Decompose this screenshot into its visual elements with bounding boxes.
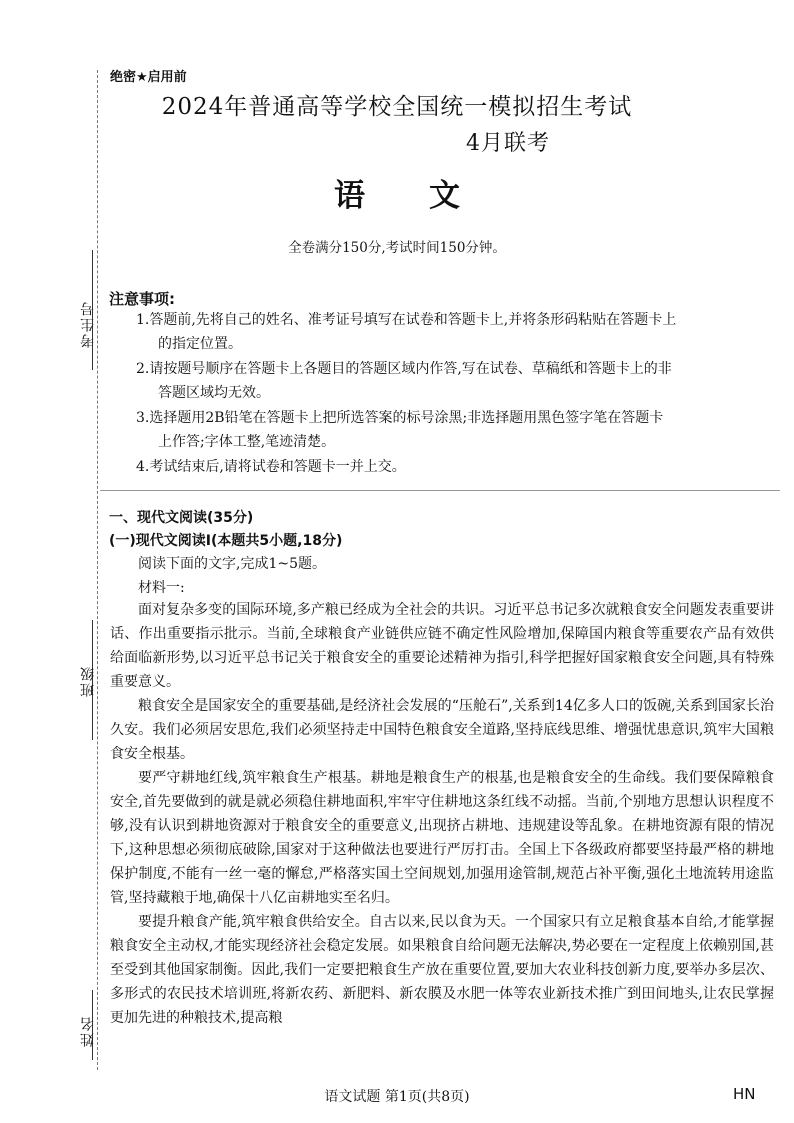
- material-label: 材料一:: [138, 580, 185, 596]
- subject-char: 文: [429, 178, 460, 214]
- notice-item-line: 的指定位置。: [158, 336, 242, 352]
- divider: [100, 490, 780, 491]
- binding-label-candidate-number: 考生号: [80, 300, 96, 348]
- notice-item: [136, 308, 768, 356]
- section-title: 一、现代文阅读(35分): [109, 510, 254, 526]
- reading-instruction: 阅读下面的文字,完成1~5题。: [138, 556, 326, 572]
- notice-item-line: 上作答;字体工整,笔迹清楚。: [158, 434, 336, 450]
- subject-title: [0, 170, 794, 215]
- notice-item-line: 1.答题前,先将自己的姓名、准考证号填写在试卷和答题卡上,并将条形码粘贴在答题卡上: [136, 312, 677, 328]
- secret-mark: 绝密★启用前: [110, 70, 187, 85]
- binding-dashed-line: [97, 70, 98, 1070]
- notice-item-line: 4.考试结束后,请将试卷和答题卡一并上交。: [136, 459, 406, 475]
- binding-label-name: 姓名: [80, 1015, 96, 1047]
- exam-title: 2024年普通高等学校全国统一模拟招生考试: [161, 94, 633, 120]
- page-footer: 语文试题 第1页(共8页): [324, 1089, 470, 1105]
- notice-item: [136, 455, 768, 479]
- notice-item-line: 2.请按题号顺序在答题卡上各题目的答题区域内作答,写在试卷、草稿纸和答题卡上的非: [136, 361, 672, 377]
- binding-label-class: 班级: [80, 665, 96, 697]
- full-score-note: 全卷满分150分,考试时间150分钟。: [288, 240, 506, 256]
- paragraph: 粮食安全是国家安全的重要基础,是经济社会发展的“压舱石”,关系到14亿多人口的饭碗,关系到国家长治久安。我们必须居安思危,我们必须坚持走中国特色粮食安全道路,坚持底线思维、增强忧患意识,筑牢大国粮食安全根基。: [110, 698, 774, 762]
- paragraph: 面对复杂多变的国际环境,多产粮已经成为全社会的共识。习近平总书记多次就粮食安全问题发表重要讲话、作出重要指示批示。当前,全球粮食产业链供应链不确定性风险增加,保障国内粮食等重要农产品有效供给面临新形势,以习近平总书记关于粮食安全的重要论述精神为指引,科学把握好国家粮食安全问题,具有特殊重要意义。: [110, 602, 774, 690]
- exam-subtitle: 4月联考: [466, 131, 550, 156]
- subsection-title: (一)现代文阅读Ⅰ(本题共5小题,18分): [109, 533, 343, 549]
- subject-char: 语: [334, 178, 365, 214]
- region-code: HN: [733, 1085, 756, 1103]
- article-body: [110, 598, 774, 1030]
- notice-item-line: 答题区域均无效。: [158, 385, 270, 401]
- notice-item-line: 3.选择题用2B铅笔在答题卡上把所选答案的标号涂黑;非选择题用黑色签字笔在答题卡: [136, 410, 664, 426]
- notice-title: 注意事项:: [109, 290, 175, 308]
- notice-item: [136, 357, 768, 405]
- paragraph: 要提升粮食产能,筑牢粮食供给安全。自古以来,民以食为天。一个国家只有立足粮食基本自给,才能掌握粮食安全主动权,才能实现经济社会稳定发展。如果粮食自给问题无法解决,势必要在一定程度上依赖别国,甚至受到其他国家制衡。因此,我们一定要把粮食生产放在重要位置,要加大农业科技创新力度,要举办多层次、多形式的农民技术培训班,将新农药、新肥料、新农膜及水肥一体等农业新技术推广到田间地头,让农民掌握更加先进的种粮技术,提高粮: [110, 914, 774, 1026]
- paragraph: 要严守耕地红线,筑牢粮食生产根基。耕地是粮食生产的根基,也是粮食安全的生命线。我们要保障粮食安全,首先要做到的就是就必须稳住耕地面积,牢牢守住耕地这条红线不动摇。当前,个别地方思想认识程度不够,没有认识到耕地资源对于粮食安全的重要意义,出现挤占耕地、违规建设等乱象。在耕地资源有限的情况下,这种思想必须彻底破除,国家对于这种做法也要进行严厉打击。全国上下各级政府都要坚持最严格的耕地保护制度,不能有一丝一毫的懈怠,严格落实国土空间规划,加强用途管制,规范占补平衡,强化土地流转用途监管,坚持藏粮于地,确保十八亿亩耕地实至名归。: [110, 770, 774, 906]
- notice-item: [136, 406, 768, 454]
